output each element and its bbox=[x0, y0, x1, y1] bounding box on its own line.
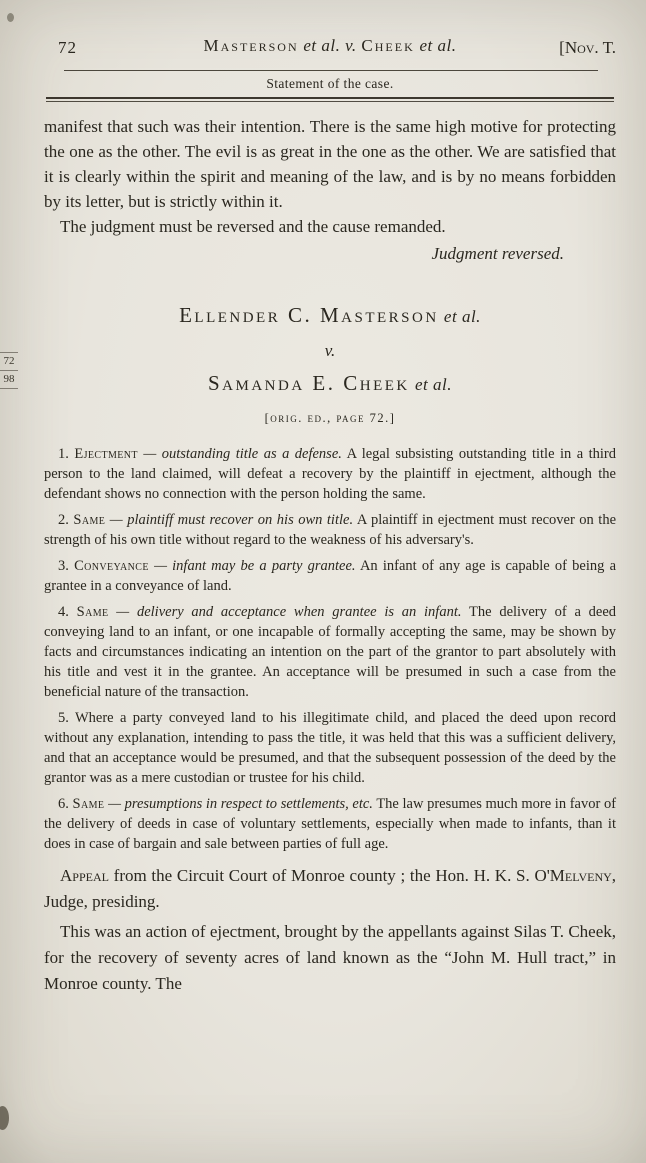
headnote-catchline: — infant may be a party grantee. bbox=[154, 558, 356, 574]
disposition-line: Judgment reversed. bbox=[431, 244, 564, 263]
opening-paragraph: This was an action of ejectment, brought by the appellants against Silas T. Cheek, for the recovery of seventy acres of land known as the “John M. Hull tract,” in Monroe county. The bbox=[44, 922, 616, 993]
running-title-versus: v. bbox=[345, 36, 357, 55]
page-number: 72 bbox=[58, 38, 77, 57]
double-rule-light bbox=[46, 101, 614, 102]
term-label: [Nov. T. bbox=[559, 38, 616, 57]
caption-appellants bbox=[44, 302, 616, 330]
margin-number-top: 72 bbox=[3, 355, 15, 367]
headnote-1 bbox=[44, 444, 616, 504]
section-header: Statement of the case. bbox=[266, 76, 394, 91]
case-caption bbox=[44, 302, 616, 426]
running-title bbox=[44, 36, 616, 56]
headnote-3 bbox=[44, 556, 616, 596]
headnote-number: 4. bbox=[58, 604, 69, 620]
headnote-catchline: — delivery and acceptance when grantee is an infant. bbox=[116, 604, 462, 620]
appellant-name: Ellender C. Masterson bbox=[179, 303, 439, 327]
appeal-word: Appeal bbox=[60, 866, 109, 885]
headnote-4 bbox=[44, 602, 616, 702]
headnote-text: An infant of any age is capable of being a grantee in a conveyance of land. bbox=[44, 558, 617, 594]
appeal-text-2: Judge, presiding. bbox=[44, 892, 160, 911]
margin-divider bbox=[0, 370, 18, 371]
appeal-paragraph bbox=[44, 863, 616, 915]
opinion-paragraph: manifest that such was their intention. There is the same high motive for protecting the one as the other. The evil is as great in the one as the other. We are satisfied that it is clearly within the spirit and meaning of the law, and is by no means forbidden by its letter, but is strictly within it. bbox=[44, 117, 616, 211]
headnote-catchline: — plaintiff must recover on his own title. bbox=[109, 512, 354, 528]
double-rule-heavy bbox=[46, 97, 614, 99]
headnote-label: Same bbox=[76, 604, 109, 620]
headnote-number: 3. bbox=[58, 558, 69, 574]
headnote-label: Same bbox=[72, 796, 105, 812]
headnote-text: The law presumes much more in favor of the delivery of deeds in case of voluntary settlements, especially when made to infants, than it does in case of bargain and sale between parties of full age. bbox=[44, 796, 617, 852]
headnote-label: Conveyance bbox=[74, 558, 149, 574]
running-title-party2: Cheek bbox=[361, 36, 415, 55]
headnote-label: Same bbox=[73, 512, 106, 528]
running-title-party1: Masterson bbox=[203, 36, 299, 55]
scan-smudge-icon bbox=[7, 13, 14, 22]
headnote-number: 6. bbox=[58, 796, 69, 812]
headnote-text: A plaintiff in ejectment must recover on the strength of his own title without regard to the weakness of his adversary's. bbox=[44, 512, 617, 548]
headnote-label: Ejectment bbox=[74, 446, 138, 462]
appellant-etal: et al. bbox=[443, 307, 481, 326]
headnote-2 bbox=[44, 510, 616, 550]
headnote-catchline: — outstanding title as a defense. bbox=[143, 446, 342, 462]
appellee-etal: et al. bbox=[415, 375, 452, 394]
headnote-5 bbox=[44, 708, 616, 788]
headnote-text: Where a party conveyed land to his illegitimate child, and placed the deed upon record without any explanation, intending to pass the title, it was held that this was a sufficient delivery, and that an acceptance would be presumed, and that the subsequent possession of the deed by the grantor was as a mere custodian or trustee for his child. bbox=[44, 710, 616, 786]
headnotes bbox=[44, 444, 616, 854]
appellee-name: Samanda E. Cheek bbox=[207, 371, 410, 395]
headnote-catchline: — presumptions in respect to settlements, etc. bbox=[108, 796, 373, 812]
running-title-etal2: et al. bbox=[419, 36, 457, 55]
opinion-paragraph: The judgment must be reversed and the cause remanded. bbox=[60, 217, 446, 236]
caption-orig-ed: [orig. ed., page 72.] bbox=[264, 411, 396, 425]
headnote-number: 2. bbox=[58, 512, 69, 528]
margin-number-bottom: 98 bbox=[3, 373, 15, 385]
judge-name: O'Melveny, bbox=[534, 866, 617, 885]
headnote-number: 5. bbox=[58, 710, 69, 726]
appeal-text: from the Circuit Court of Monroe county ; the Hon. H. K. S. bbox=[113, 866, 530, 885]
running-title-etal1: et al. bbox=[303, 36, 341, 55]
scan-smudge-icon bbox=[0, 1106, 9, 1130]
headnote-text: The delivery of a deed conveying land to an infant, or one incapable of formally accepting the same, may be shown by facts and circumstances indicating an intention on the part of the grantor to part absolutely with his title and vest it in the grantee. An acceptance will be presumed in such a case from the beneficial nature of the transaction. bbox=[44, 604, 617, 700]
header-rule bbox=[64, 70, 598, 71]
headnote-6 bbox=[44, 794, 616, 854]
margin-page-reference bbox=[0, 352, 18, 389]
headnote-number: 1. bbox=[58, 446, 69, 462]
headnote-text: A legal subsisting outstanding title in a third person to the land claimed, will defeat a recovery by the plaintiff in ejectment, although the defendant shows no connection with the person holding the same. bbox=[44, 446, 617, 502]
running-head bbox=[44, 36, 616, 62]
caption-versus: v. bbox=[324, 341, 336, 360]
caption-appellees bbox=[44, 370, 616, 398]
